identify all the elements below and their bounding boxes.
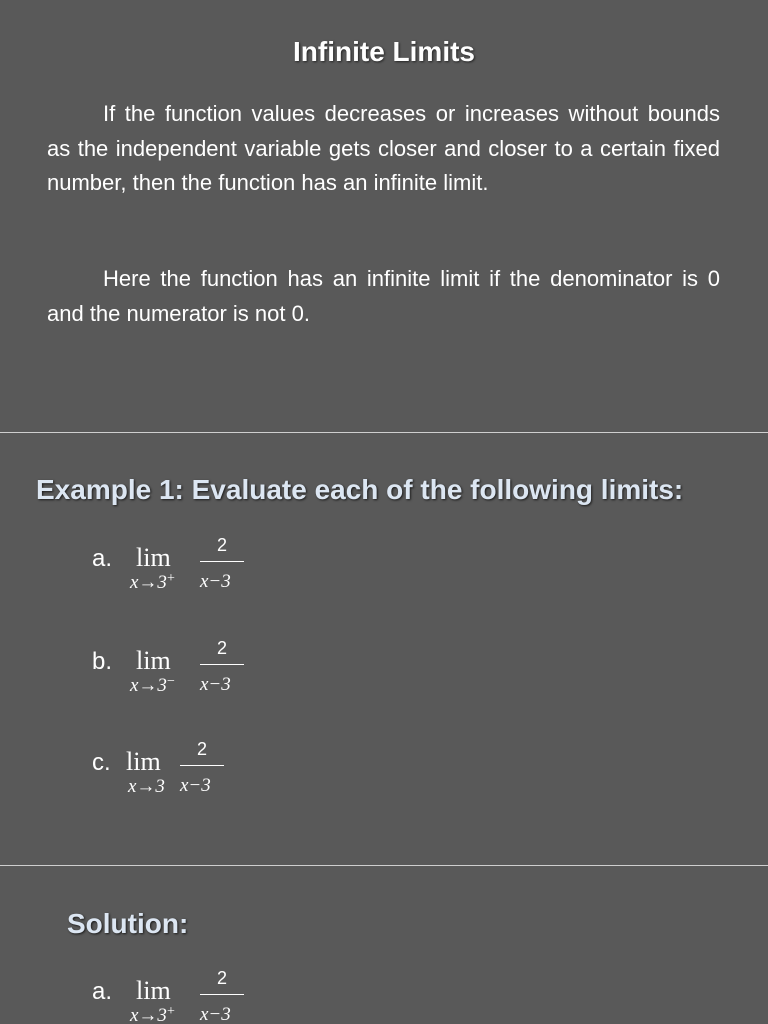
- item-label: a.: [92, 978, 113, 1005]
- lim-operator: lim: [136, 976, 171, 1005]
- condition-text: Here the function has an infinite limit if the denominator is 0 and the numerator is not 0.: [47, 266, 720, 326]
- approach-text: x→3: [130, 675, 167, 696]
- side-sign: +: [166, 1004, 175, 1019]
- example-heading: Example 1: Evaluate each of the following limits:: [36, 474, 684, 505]
- solution-heading: Solution:: [67, 908, 189, 939]
- fraction-bar: [200, 994, 244, 995]
- item-label: b.: [92, 648, 113, 675]
- lim-operator: lim: [126, 747, 161, 776]
- limit-subscript: [130, 674, 175, 697]
- item-label: c.: [92, 749, 111, 776]
- fraction-bar: [200, 561, 244, 562]
- limit-subscript: [128, 775, 165, 798]
- side-sign: −: [166, 674, 175, 689]
- denominator: x−3: [200, 674, 231, 695]
- lim-operator: lim: [136, 646, 171, 675]
- item-label: a.: [92, 545, 113, 572]
- numerator: 2: [216, 638, 227, 658]
- denominator: x−3: [200, 571, 231, 592]
- limit-expression-c: [92, 739, 392, 799]
- fraction-bar: [180, 765, 224, 766]
- approach-text: x→3: [130, 572, 167, 593]
- limit-subscript: [130, 1004, 175, 1024]
- limit-subscript: [130, 571, 175, 594]
- definition-paragraph: [47, 97, 720, 201]
- solution-limit-a: [92, 968, 392, 1024]
- fraction-bar: [200, 664, 244, 665]
- approach-text: x→3: [128, 776, 165, 797]
- denominator: x−3: [180, 775, 211, 796]
- definition-text: If the function values decreases or increases without bounds as the independent variable gets closer and closer to a certain fixed number, then the function has an infinite limit.: [47, 101, 720, 195]
- denominator: x−3: [200, 1004, 231, 1024]
- slide-2: [0, 433, 768, 865]
- slide-title: Infinite Limits: [293, 36, 475, 67]
- slide-3: [0, 866, 768, 1024]
- condition-paragraph: [47, 262, 720, 331]
- limit-expression-b: [92, 638, 392, 698]
- numerator: 2: [216, 535, 227, 555]
- side-sign: +: [166, 571, 175, 586]
- numerator: 2: [216, 968, 227, 988]
- limit-expression-a: [92, 535, 392, 595]
- approach-text: x→3: [130, 1005, 167, 1024]
- lim-operator: lim: [136, 543, 171, 572]
- slide-1: [0, 0, 768, 432]
- numerator: 2: [196, 739, 207, 759]
